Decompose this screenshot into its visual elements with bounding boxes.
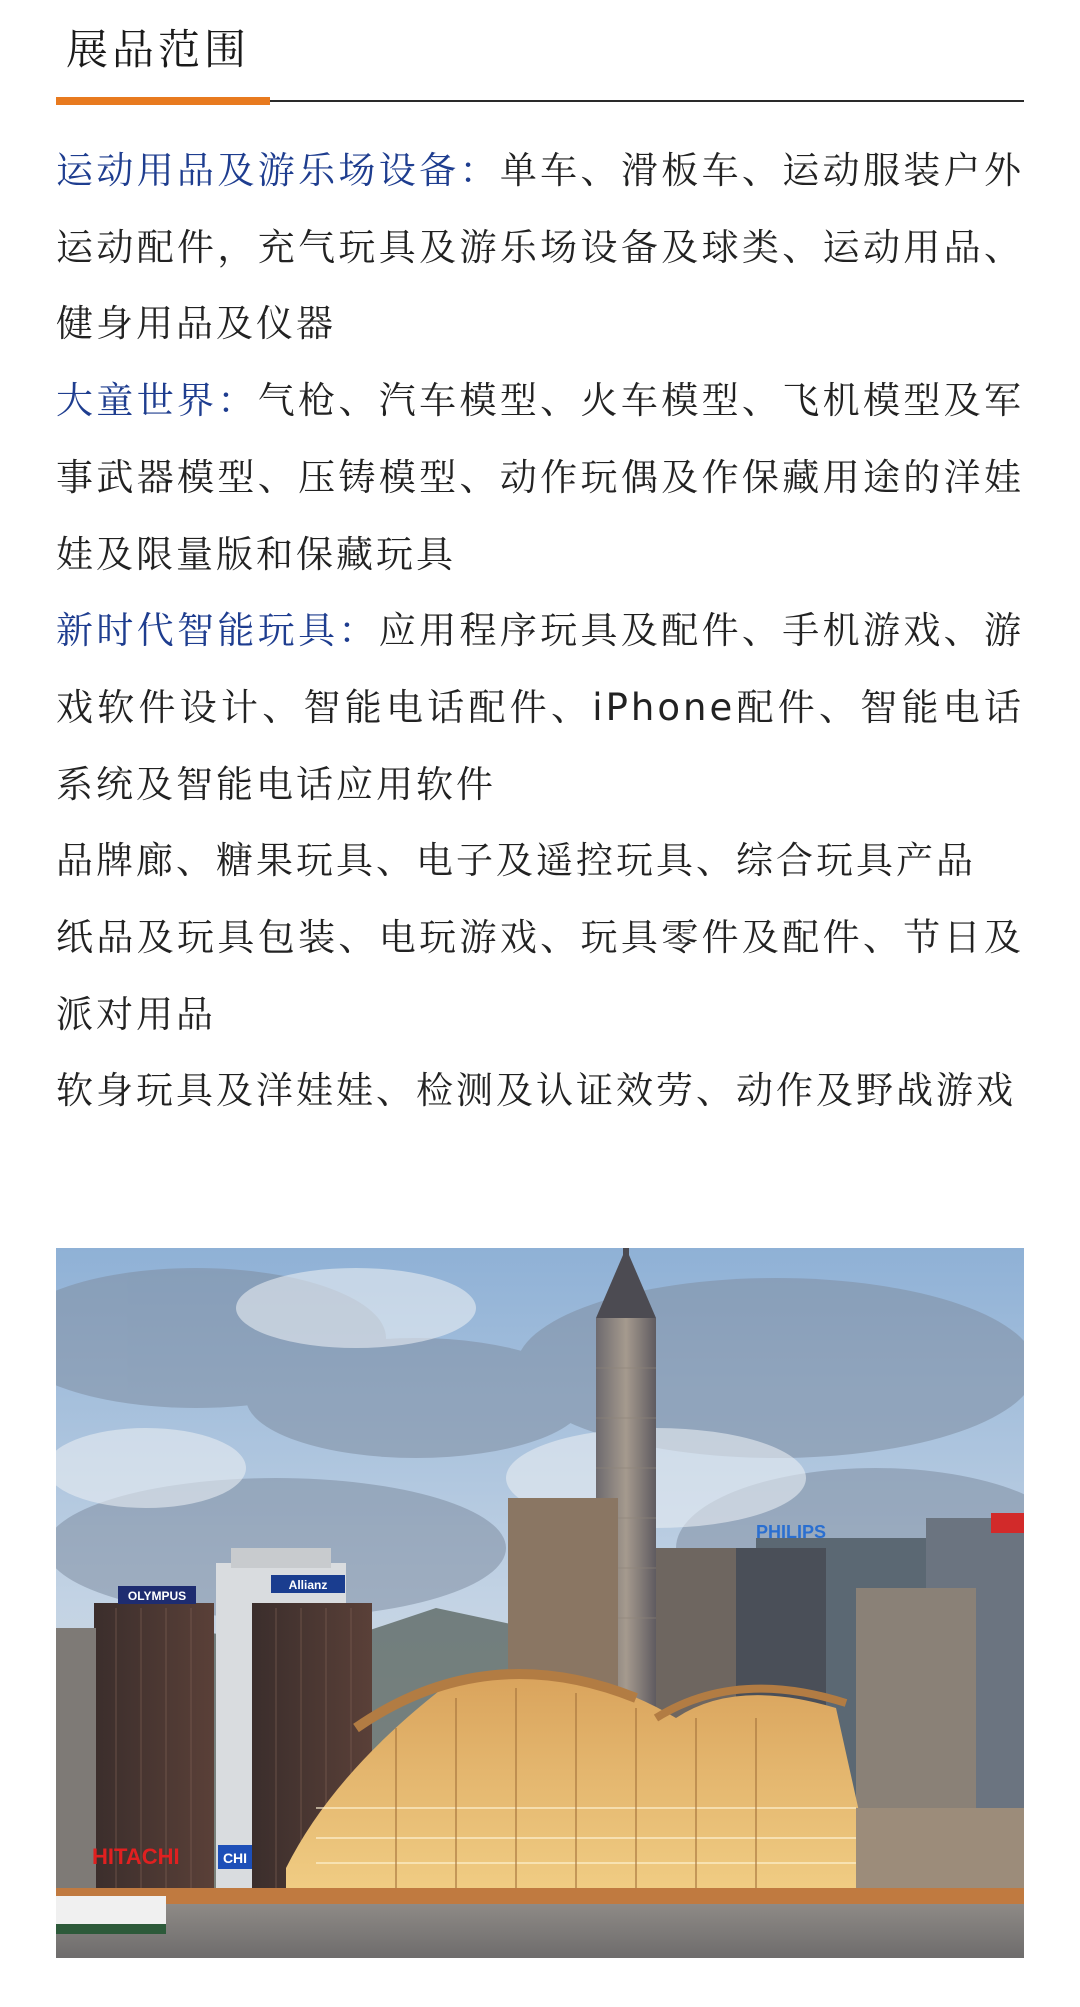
hitachi-sign: HITACHI: [92, 1844, 180, 1869]
hong-kong-skyline-photo: [56, 1248, 1024, 1958]
chi-sign: CHI: [222, 1850, 248, 1866]
olympus-sign: OLYMPUS: [127, 1589, 187, 1603]
category-brands-general: [56, 823, 1024, 900]
section-header: [56, 0, 1024, 110]
category-smart-toys: [56, 593, 1024, 823]
exhibit-scope-list: [56, 133, 1024, 1130]
section-divider-accent: [56, 97, 270, 105]
category-sports-playground: [56, 133, 1024, 363]
allianz-sign: Allianz: [288, 1578, 328, 1592]
ferry: [56, 1896, 166, 1926]
philips-sign: PHILIPS: [756, 1522, 827, 1542]
category-text: 单车、滑板车、运动服装户外运动配件，充气玩具及游乐场设备及球类、运动用品、健身用品及仪器: [56, 149, 1025, 346]
category-text: 气枪、汽车模型、火车模型、飞机模型及军事武器模型、压铸模型、动作玩偶及作保藏用途的洋娃娃及限量版和保藏玩具: [56, 379, 1025, 576]
category-packaging-party: [56, 900, 1024, 1053]
category-lead: 大童世界：: [56, 379, 258, 423]
section-title: 展品范围: [66, 25, 251, 74]
category-text: 软身玩具及洋娃娃、检测及认证效劳、动作及野战游戏: [56, 1069, 1016, 1113]
category-text: 品牌廊、糖果玩具、电子及遥控玩具、综合玩具产品: [56, 839, 976, 883]
category-text: 纸品及玩具包装、电玩游戏、玩具零件及配件、节日及派对用品: [56, 916, 1024, 1036]
category-soft-toys-testing: [56, 1053, 1024, 1130]
category-lead: 运动用品及游乐场设备：: [56, 149, 500, 192]
category-lead: 新时代智能玩具：: [56, 609, 379, 653]
category-text: 应用程序玩具及配件、手机游戏、游戏软件设计、智能电话配件、iPhone配件、智能电话系统及智能电话应用软件: [56, 609, 1025, 806]
harbour-water: [56, 1904, 1024, 1958]
category-big-kids-world: [56, 363, 1024, 593]
